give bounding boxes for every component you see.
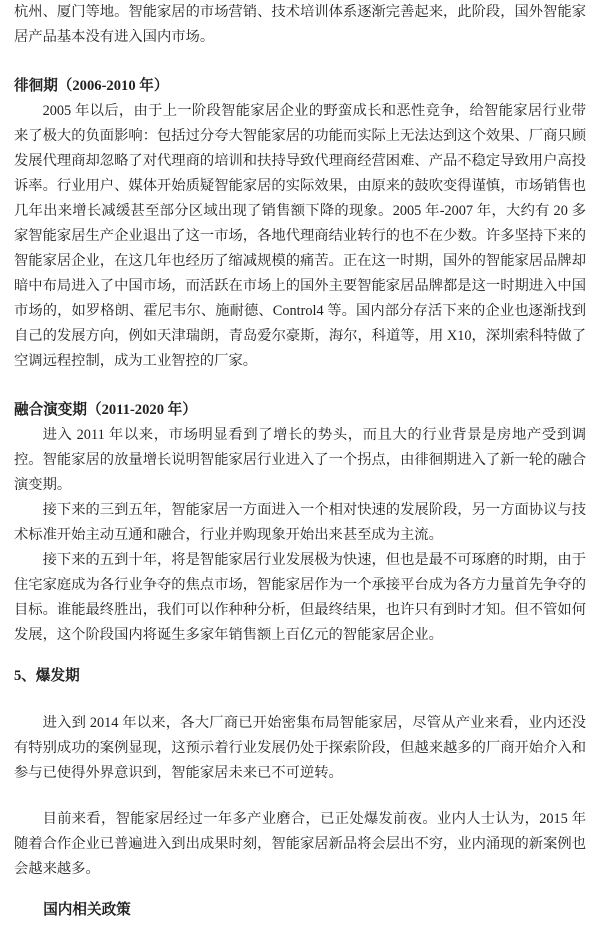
paragraph-2011-growth-inflection: 进入 2011 年以来，市场明显看到了增长的势头，而且大的行业背景是房地产受到调控。智能家居的放量增长说明智能家居行业进入了一个拐点，由徘徊期进入了新一轮的融合演变期。 bbox=[14, 427, 586, 493]
paragraph-outbreak-eve-2015: 目前来看，智能家居经过一年多产业磨合，已正处爆发前夜。业内人士认为，2015 年随着合作企业已普遍进入到出成果时刻，智能家居新品将会层出不穷，业内涌现的新案例也会越来越多。 bbox=[14, 811, 586, 877]
heading-outbreak-period: 5、爆发期 bbox=[14, 668, 80, 684]
heading-fusion-evolution-period-2011-2020: 融合演变期（2011-2020 年） bbox=[14, 402, 197, 418]
paragraph-next-three-to-five-years: 接下来的三到五年，智能家居一方面进入一个相对快速的发展阶段，另一方面协议与技术标准开始主动互通和融合，行业并购现象开始出来甚至成为主流。 bbox=[14, 502, 586, 543]
paragraph-market-training-continuation: 杭州、厦门等地。智能家居的市场营销、技术培训体系逐渐完善起来，此阶段，国外智能家居产品基本没有进入国内市场。 bbox=[14, 4, 586, 45]
paragraph-2014-vendor-layout: 进入到 2014 年以来，各大厂商已开始密集布局智能家居，尽管从产业来看，业内还没有特别成功的案例显现，这预示着行业发展仍处于探索阶段，但越来越多的厂商开始介入和参与已使得外界意识到，智能家居未来已不可逆转。 bbox=[14, 715, 586, 781]
heading-pacing-period-2006-2010: 徘徊期（2006-2010 年） bbox=[14, 78, 169, 94]
heading-domestic-related-policies: 国内相关政策 bbox=[43, 902, 131, 918]
paragraph-next-five-to-ten-years: 接下来的五到十年，将是智能家居行业发展极为快速，但也是最不可琢磨的时期，由于住宅家庭成为各行业争夺的焦点市场，智能家居作为一个承接平台成为各方力量首先争夺的目标。谁能最终胜出，我们可以作种种分析，但最终结果，也许只有到时才知。但不管如何发展，这个阶段国内将诞生多家年销售额上百亿元的智能家居企业。 bbox=[14, 552, 586, 643]
paragraph-pacing-period-detail: 2005 年以后，由于上一阶段智能家居企业的野蛮成长和恶性竞争，给智能家居行业带来了极大的负面影响：包括过分夸大智能家居的功能而实际上无法达到这个效果、厂商只顾发展代理商却忽略了对代理商的培训和扶持导致代理商经营困难、产品不稳定导致用户高投诉率。行业用户、媒体开始质疑智能家居的实际效果，由原来的鼓吹变得谨慎，市场销售也几年出来增长减缓甚至部分区域出现了销售额下降的现象。2005 年-2007 年，大约有 20 多家智能家居生产企业退出了这一市场，各地代理商结业转行的也不在少数。许多坚持下来的智能家居企业，在这几年也经历了缩减规模的痛苦。正在这一时期，国外的智能家居品牌却暗中布局进入了中国市场，而活跃在市场上的国外主要智能家居品牌都是这一时期进入中国市场的，如罗格朗、霍尼韦尔、施耐德、Control4 等。国内部分存活下来的企业也逐渐找到自己的发展方向，例如天津瑞朗，青岛爱尔豪斯，海尔，科道等，用 X10，深圳索科特做了空调远程控制，成为工业智控的厂家。 bbox=[14, 103, 586, 369]
